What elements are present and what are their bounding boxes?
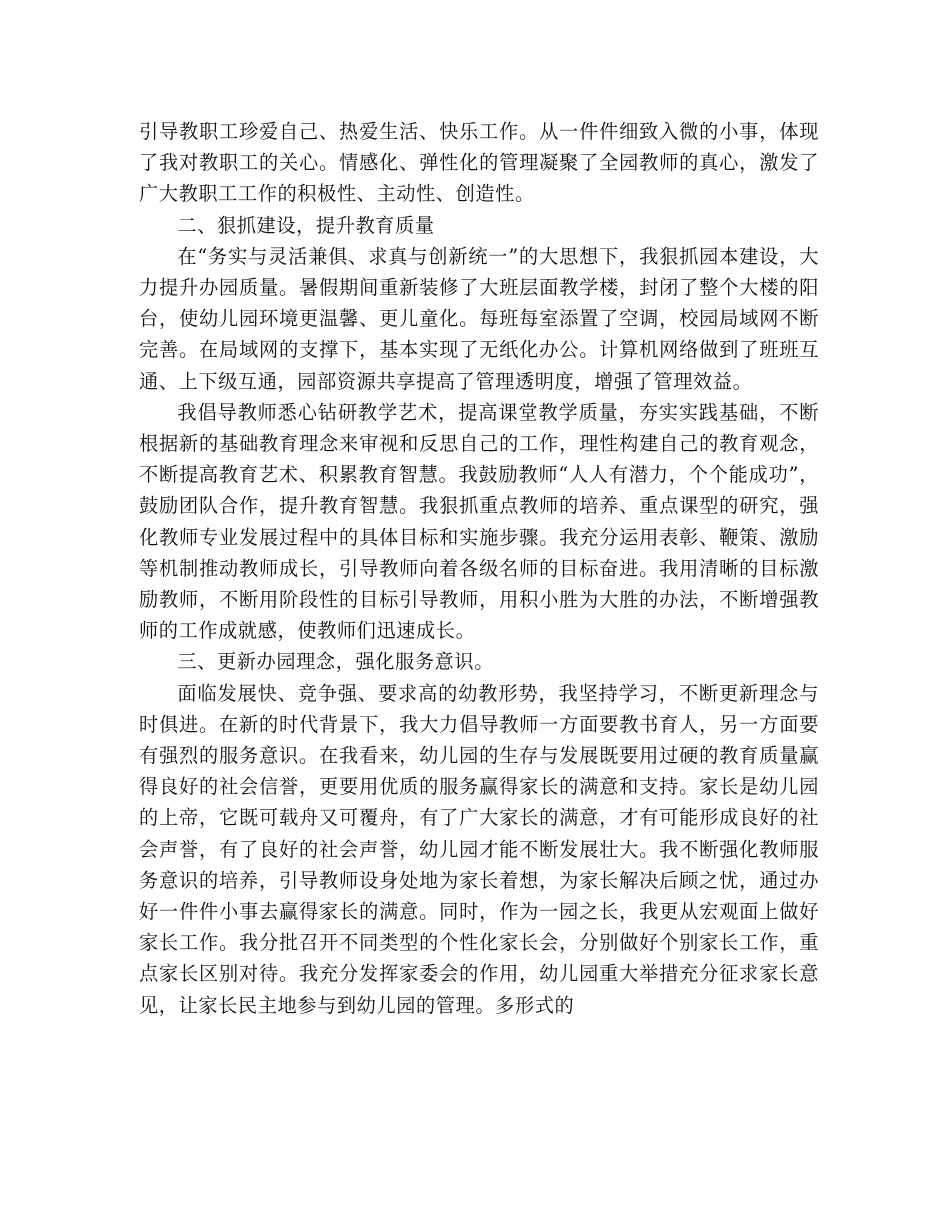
paragraph-construction: 在“务实与灵活兼俱、求真与创新统一”的大思想下，我狠抓园本建设，大力提升办园质量。暑假期间重新装修了大班层面教学楼，封闭了整个大楼的阳台，使幼儿园环境更温馨、更儿童化。每班每室添置了空调，校园局域网不断完善。在局域网的支撑下，基本实现了无纸化办公。计算机网络做到了班班互通、上下级互通，园部资源共享提高了管理透明度，增强了管理效益。 <box>139 244 819 393</box>
paragraph-service: 面临发展快、竞争强、要求高的幼教形势，我坚持学习，不断更新理念与时俱进。在新的时代背景下，我大力倡导教师一方面要教书育人，另一方面要有强烈的服务意识。在我看来，幼儿园的生存与发展既要用过硬的教育质量赢得良好的社会信誉，更要用优质的服务赢得家长的满意和支持。家长是幼儿园的上帝，它既可载舟又可覆舟，有了广大家长的满意，才有可能形成良好的社会声誉，有了良好的社会声誉，幼儿园才能不断发展壮大。我不断强化教师服务意识的培养，引导教师设身处地为家长着想，为家长解决后顾之忧，通过办好一件件小事去赢得家长的满意。同时，作为一园之长，我更从宏观面上做好家长工作。我分批召开不同类型的个性化家长会，分别做好个别家长工作，重点家长区别对待。我充分发挥家委会的作用，幼儿园重大举措充分征求家长意见，让家长民主地参与到幼儿园的管理。多形式的 <box>139 681 819 1017</box>
paragraph-continuation: 引导教职工珍爱自己、热爱生活、快乐工作。从一件件细致入微的小事，体现了我对教职工的关心。情感化、弹性化的管理凝聚了全园教师的真心，激发了广大教职工工作的积极性、主动性、创造性。 <box>139 120 819 206</box>
section-heading-two: 二、狠抓建设，提升教育质量 <box>177 213 435 237</box>
document-body <box>139 116 819 1021</box>
paragraph-teaching: 我倡导教师悉心钻研教学艺术，提高课堂教学质量，夯实实践基础，不断根据新的基础教育理念来审视和反思自己的工作，理性构建自己的教育观念，不断提高教育艺术、积累教育智慧。我鼓励教师“人人有潜力，个个能成功”，鼓励团队合作，提升教育智慧。我狠抓重点教师的培养、重点课型的研究，强化教师专业发展过程中的具体目标和实施步骤。我充分运用表彰、鞭策、激励等机制推动教师成长，引导教师向着各级名师的目标奋进。我用清晰的目标激励教师，不断用阶段性的目标引导教师，用积小胜为大胜的办法，不断增强教师的工作成就感，使教师们迅速成长。 <box>139 400 819 643</box>
section-heading-three: 三、更新办园理念，强化服务意识。 <box>177 650 494 674</box>
